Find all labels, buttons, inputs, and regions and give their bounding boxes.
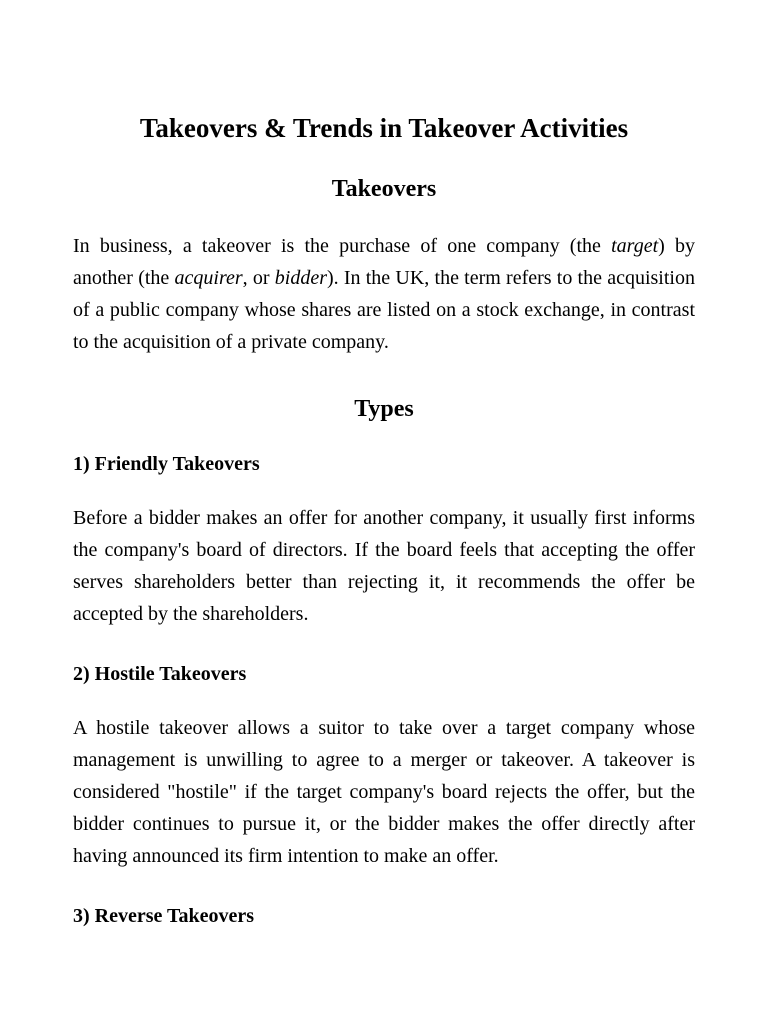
types-heading: Types: [354, 396, 414, 422]
takeovers-intro-paragraph: [73, 230, 695, 358]
intro-text-1: In business, a takeover is the purchase of one company (the: [73, 235, 612, 257]
friendly-takeovers-paragraph: Before a bidder makes an offer for another company, it usually first informs the company's board of directors. If the board feels that accepting the offer serves shareholders better than rejecting it, it recommends the offer be accepted by the shareholders.: [73, 507, 695, 625]
intro-text-4: ). In the UK, the term refers to the acquisition of a public company whose shares are listed on a stock exchange, in contrast to the acquisition of a private company.: [73, 267, 695, 353]
document-title: Takeovers & Trends in Takeover Activities: [139, 113, 629, 143]
friendly-takeovers-heading: 1) Friendly Takeovers: [73, 453, 260, 475]
intro-term-acquirer: acquirer: [174, 267, 243, 289]
intro-term-bidder: bidder: [274, 267, 327, 289]
intro-text-3: , or: [242, 267, 275, 289]
takeovers-heading: Takeovers: [331, 176, 437, 202]
hostile-takeovers-paragraph: A hostile takeover allows a suitor to take over a target company whose management is unwilling to agree to a merger or takeover. A takeover is considered "hostile" if the target company's board rejects the offer, but the bidder continues to pursue it, or the bidder makes the offer directly after having announced its firm intention to make an offer.: [73, 717, 695, 867]
intro-term-target: target: [611, 235, 659, 257]
intro-text-2: ) by another (the: [73, 235, 695, 289]
reverse-takeovers-heading: 3) Reverse Takeovers: [73, 905, 255, 927]
hostile-takeovers-heading: 2) Hostile Takeovers: [73, 663, 247, 685]
